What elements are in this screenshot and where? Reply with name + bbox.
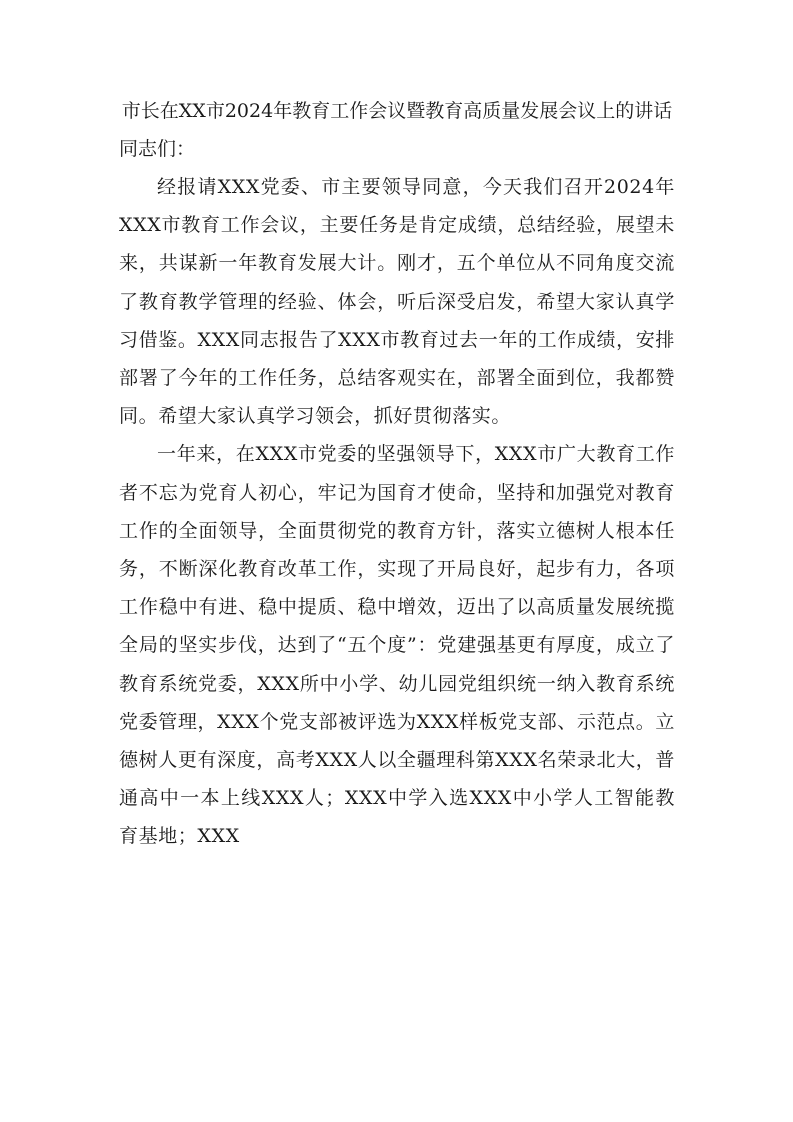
salutation: 同志们： [119, 138, 196, 160]
document-title: 市长在XX市2024年教育工作会议暨教育高质量发展会议上的讲话 [121, 100, 673, 122]
paragraph-1: 经报请XXX党委、市主要领导同意，今天我们召开2024年XXX市教育工作会议，主要任务是肯定成绩，总结经验，展望未来，共谋新一年教育发展大计。刚才，五个单位从不同角度交流了教育教学管理的经验、体会，听后深受启发，希望大家认真学习借鉴。XXX同志报告了XXX市教育过去一年的工作成绩，安排部署了今年的工作任务，总结客观实在，部署全面到位，我都赞同。希望大家认真学习领会，抓好贯彻落实。 [119, 176, 675, 428]
document-page [119, 92, 675, 856]
paragraph-2: 一年来，在XXX市党委的坚强领导下，XXX市广大教育工作者不忘为党育人初心，牢记为国育才使命，坚持和加强党对教育工作的全面领导，全面贯彻党的教育方针，落实立德树人根本任务，不断深化教育改革工作，实现了开局良好，起步有力，各项工作稳中有进、稳中提质、稳中增效，迈出了以高质量发展统揽全局的坚实步伐，达到了“五个度”：党建强基更有厚度，成立了教育系统党委，XXX所中小学、幼儿园党组织统一纳入教育系统党委管理，XXX个党支部被评选为XXX样板党支部、示范点。立德树人更有深度，高考XXX人以全疆理科第XXX名荣录北大，普通高中一本上线XXX人；XXX中学入选XXX中小学人工智能教育基地；XXX [119, 443, 675, 848]
